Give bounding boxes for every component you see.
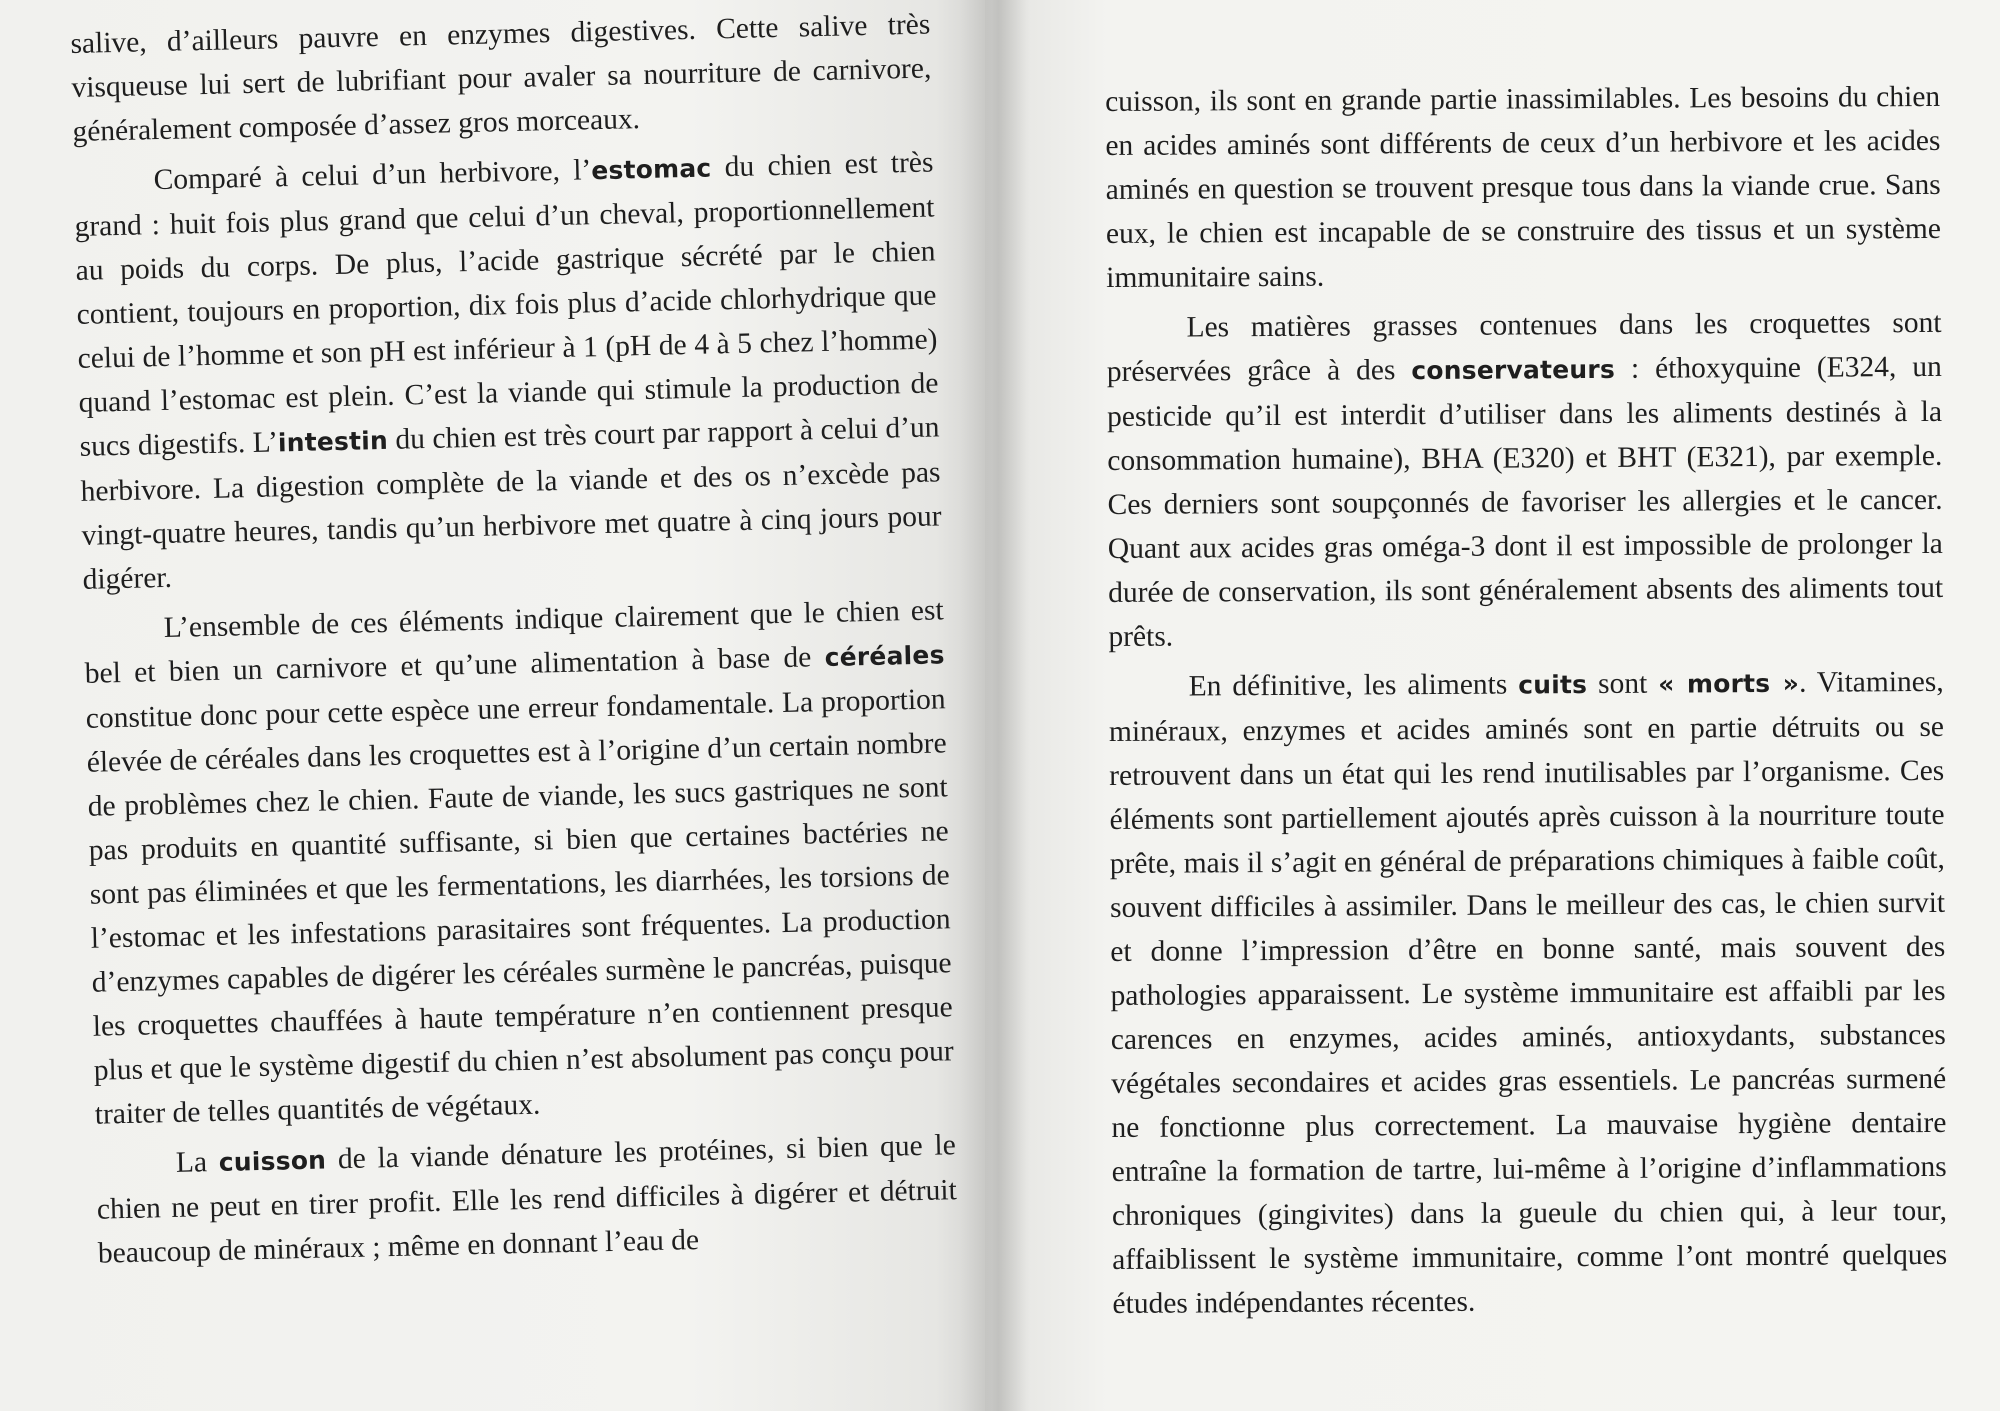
text-segment: En définitive, les aliments xyxy=(1188,668,1519,703)
keyword-morts: « morts » xyxy=(1658,668,1800,699)
right-page xyxy=(985,0,2000,1411)
paragraph xyxy=(1109,660,1948,1326)
text-segment: de la viande dénature les protéines, si bien que le chien ne peut en tirer profit. Elle les rend difficiles à digérer et détruit beaucoup de minéraux ; même en donnant l’eau de xyxy=(96,1129,958,1270)
paragraph xyxy=(70,2,933,153)
text-segment: Comparé à celui d’un herbivore, l’ xyxy=(153,154,592,197)
keyword-cuits: cuits xyxy=(1518,670,1588,700)
text-segment: sont xyxy=(1587,667,1659,701)
paragraph xyxy=(73,140,943,601)
text-segment: L’ensemble de ces éléments indique clairement que le chien est bel et bien un carnivore et qu’une alimentation à base de xyxy=(84,594,944,690)
text-segment: cuisson, ils sont en grande partie inassimilables. Les besoins du chien en acides aminés sont différents de ceux d’un herbivore et les acides aminés en question se trouvent presque tous dans la viande crue. Sans eux, le chien est incapable de se construire des tissus et un système immunitaire sains. xyxy=(1105,80,1942,294)
text-segment: salive, d’ailleurs pauvre en enzymes digestives. Cette salive très visqueuse lui sert de lubrifiant pour avaler sa nourriture de carnivore, généralement composée d’assez gros morceaux. xyxy=(70,8,932,148)
text-segment: du chien est très grand : huit fois plus grand que celui d’un cheval, proportionnellement au poids du corps. De plus, l’acide gastrique sécrété par le chien contient, toujours en proportion, dix fois plus d’acide chlorhydrique que celui de l’homme et son pH est inférieur à 1 (pH de 4 à 5 chez l’homme) quand l’estomac est plein. C’est la viande qui stimule la production de sucs digestifs. L’ xyxy=(74,146,939,463)
left-page-text xyxy=(70,2,958,1275)
keyword-intestin: intestin xyxy=(277,425,389,458)
paragraph xyxy=(83,588,955,1136)
text-segment: . Vitamines, minéraux, enzymes et acides aminés sont en partie détruits ou se retrouvent dans un état qui les rend inutilisables par l’organisme. Ces éléments sont partiellement ajoutés après cuisson à la nourriture toute prête, mais il s’agit en général de préparations chimiques à faible coût, souvent difficiles à assimiler. Dans le meilleur des cas, le chien survit et donne l’impression d’être en bonne santé, mais souvent des pathologies apparaissent. Le système immunitaire est affaibli par les carences en enzymes, acides aminés, antioxydants, substances végétales secondaires et acides gras essentiels. Le pancréas surmené ne fonctionne plus correctement. La mauvaise hygiène dentaire entraîne la formation de tartre, lui-même à l’origine d’inflammations chroniques (gingivites) dans la gueule du chien qui, à leur tour, affaiblissent le système immunitaire, comme l’ont montré quelques études indépendantes récentes. xyxy=(1108,665,1948,1320)
right-page-text xyxy=(1105,75,1948,1326)
paragraph xyxy=(1105,75,1941,300)
text-segment: du chien est très court par rapport à celui d’un herbivore. La digestion complète de la viande et des os n’excède pas vingt-quatre heures, tandis qu’un herbivore met quatre à cinq jours pour digérer. xyxy=(80,411,942,596)
paragraph xyxy=(95,1123,958,1275)
keyword-estomac: estomac xyxy=(590,153,712,186)
keyword-conservateurs: conservateurs xyxy=(1411,354,1616,386)
paragraph xyxy=(1106,301,1943,659)
left-page xyxy=(0,0,985,1411)
text-segment: La xyxy=(175,1145,220,1179)
keyword-cereales: céréales xyxy=(824,640,945,673)
text-segment: constitue donc pour cette espèce une erreur fondamentale. La proportion élevée de céréales dans les croquettes est à l’origine d’un certain nombre de problèmes chez le chien. Faute de viande, les sucs gastriques ne sont pas produits en quantité suffisante, si bien que certaines bactéries ne sont pas éliminées et que les fermentations, les diarrhées, les torsions de l’estomac et les infestations parasitaires sont fréquentes. La production d’enzymes capables de digérer les céréales surmène le pancréas, puisque les croquettes chauffées à haute température n’en contiennent presque plus et que le système digestif du chien n’est absolument pas conçu pour traiter de telles quantités de végétaux. xyxy=(85,683,954,1131)
text-segment: Les matières grasses contenues dans les croquettes sont préservées grâce à des xyxy=(1106,306,1942,388)
text-segment: : éthoxyquine (E324, un pesticide qu’il est interdit d’utiliser dans les aliments destinés à la consommation humaine), BHA (E320) et BHT (E321), par exemple. Ces derniers sont soupçonnés de favoriser les allergies et le cancer. Quant aux acides gras oméga-3 dont il est impossible de prolonger la durée de conservation, ils sont généralement absents des aliments tout prêts. xyxy=(1106,350,1944,653)
keyword-cuisson: cuisson xyxy=(218,1145,327,1177)
